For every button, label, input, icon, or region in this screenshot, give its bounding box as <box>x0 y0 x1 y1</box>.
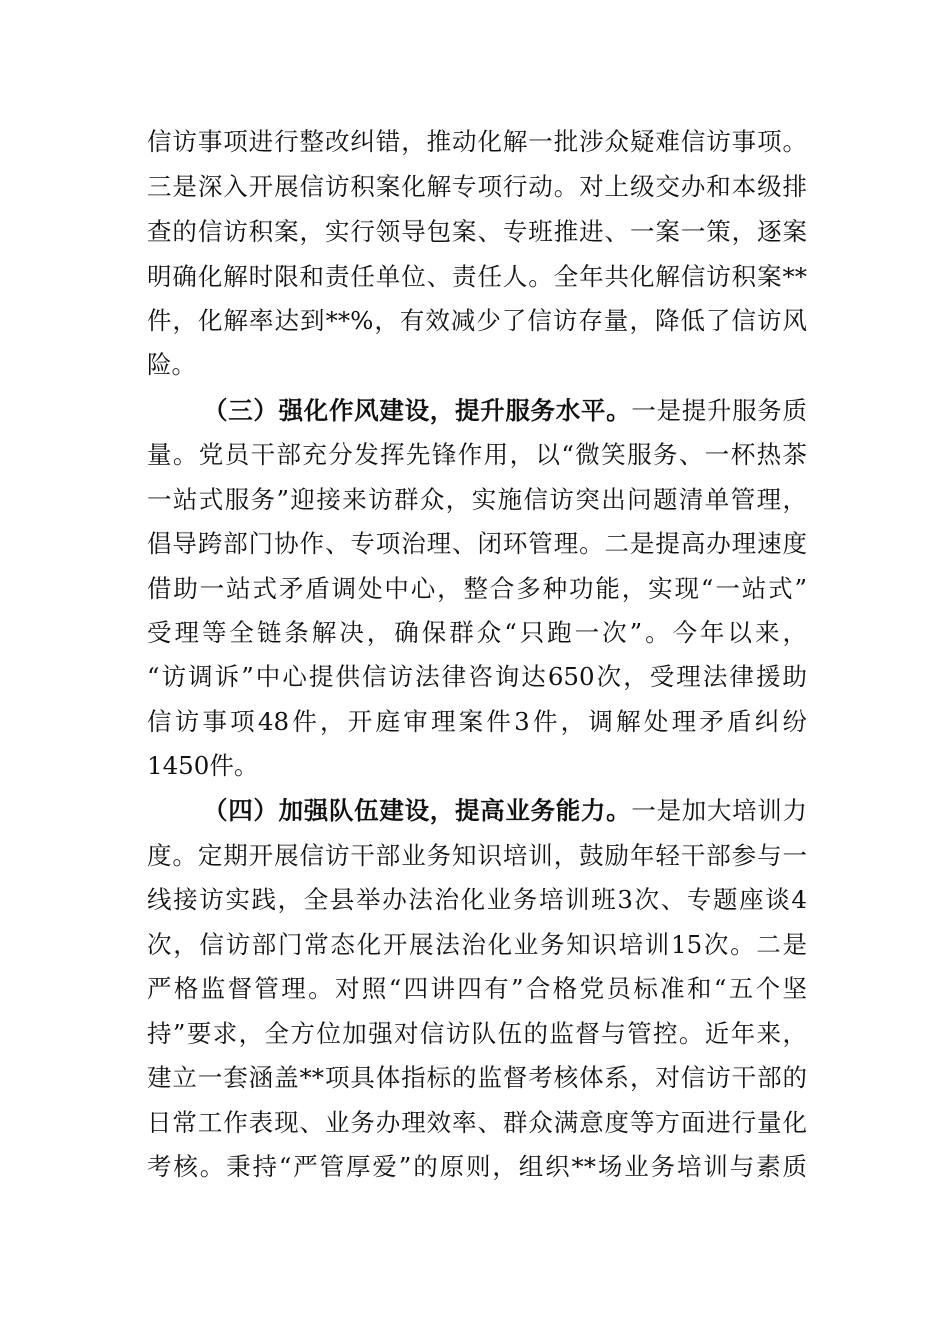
text-line: 险。 <box>147 350 196 379</box>
text-line: 日常工作表现、业务办理效率、群众满意度等方面进行量化 <box>147 1108 807 1137</box>
text-line: 借助一站式矛盾调处中心，整合多种功能，实现“一站式” <box>147 574 807 603</box>
text-line: 度。定期开展信访干部业务知识培训，鼓励年轻干部参与一 <box>147 841 807 870</box>
text-line: 持”要求，全方位加强对信访队伍的监督与管控。近年来， <box>147 1019 807 1048</box>
text-line: 信访事项48件，开庭审理案件3件，调解处理矛盾纠纷 <box>147 707 807 736</box>
section-heading-line <box>203 391 807 431</box>
text-line: 1450件。 <box>147 751 259 780</box>
text-line: 件，化解率达到**%，有效减少了信访存量，降低了信访风 <box>147 306 807 335</box>
text-line: 线接访实践，全县举办法治化业务培训班3次、专题座谈4 <box>147 885 807 914</box>
text-line: 建立一套涵盖**项具体指标的监督考核体系，对信访干部的 <box>147 1063 807 1092</box>
text-line: 三是深入开展信访积案化解专项行动。对上级交办和本级排 <box>147 172 807 201</box>
text-line: 一站式服务”迎接来访群众，实施信访突出问题清单管理， <box>147 485 807 514</box>
text-line: 次，信访部门常态化开展法治化业务知识培训15次。二是 <box>147 930 807 959</box>
text-line: 严格监督管理。对照“四讲四有”合格党员标准和“五个坚 <box>147 974 807 1003</box>
section-heading-4: （四）加强队伍建设，提高业务能力。 <box>203 796 632 825</box>
text-line: 查的信访积案，实行领导包案、专班推进、一案一策，逐案 <box>147 217 807 246</box>
text-line: 量。党员干部充分发挥先锋作用，以“微笑服务、一杯热茶 <box>147 440 807 469</box>
text-line: 明确化解时限和责任单位、责任人。全年共化解信访积案** <box>147 262 807 291</box>
text-line: “访调诉”中心提供信访法律咨询达650次，受理法律援助 <box>147 662 807 691</box>
text-line: 信访事项进行整改纠错，推动化解一批涉众疑难信访事项。 <box>147 127 807 156</box>
text-line: 倡导跨部门协作、专项治理、闭环管理。二是提高办理速度 <box>147 529 807 558</box>
text-span: 一是加大培训力 <box>631 796 808 825</box>
text-span: 一是提升服务质 <box>631 396 808 425</box>
text-line: 考核。秉持“严管厚爱”的原则，组织**场业务培训与素质 <box>147 1152 807 1181</box>
text-line: 受理等全链条解决，确保群众“只跑一次”。今年以来， <box>147 618 807 647</box>
section-heading-3: （三）强化作风建设，提升服务水平。 <box>203 396 632 425</box>
section-heading-line <box>203 791 807 831</box>
